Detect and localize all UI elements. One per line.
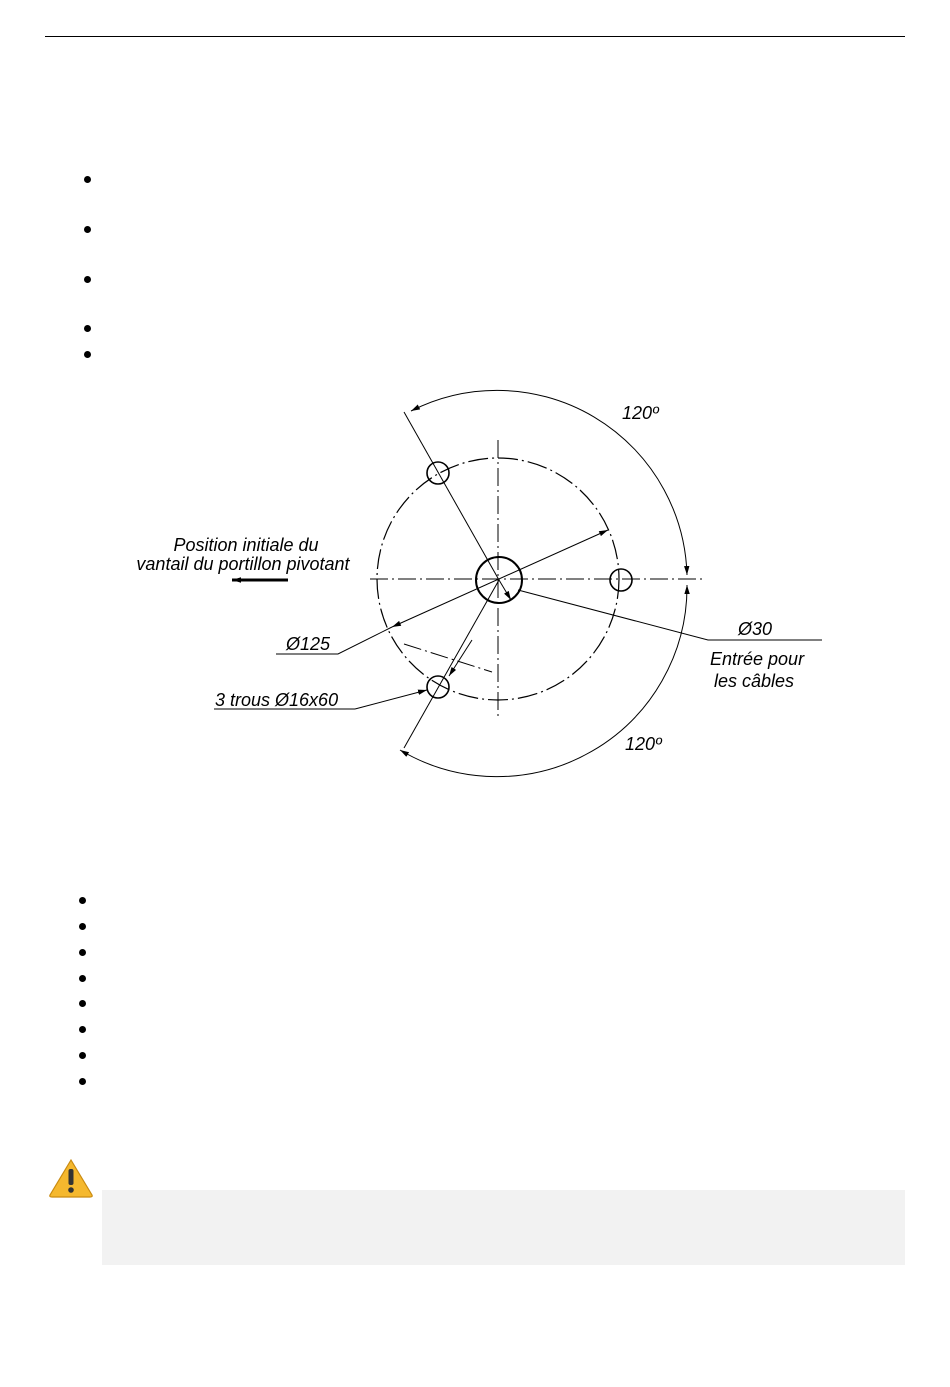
angle-label-top: 120º	[622, 403, 659, 423]
angle-label-bottom: 120º	[625, 734, 662, 754]
list-bullet	[79, 1026, 86, 1033]
diameter-30-dimension	[499, 580, 822, 640]
cable-entry-label-line2: les câbles	[714, 671, 795, 691]
list-bullet	[79, 1052, 86, 1059]
radial-lines	[404, 412, 499, 748]
mounting-hole	[610, 569, 632, 591]
cable-entry-label-line1: Entrée pour	[710, 649, 805, 669]
list-bullet	[79, 923, 86, 930]
list-bullet	[79, 975, 86, 982]
mounting-hole-drawing	[0, 380, 950, 790]
list-bullet	[79, 949, 86, 956]
warning-icon	[48, 1158, 94, 1198]
angle-arcs	[400, 390, 687, 776]
list-bullet	[79, 1000, 86, 1007]
list-bullet	[84, 351, 91, 358]
header-rule	[45, 36, 905, 37]
initial-position-label-line2: vantail du portillon pivotant	[136, 554, 350, 574]
warning-box	[102, 1190, 905, 1265]
diameter-30-label: Ø30	[738, 619, 773, 639]
initial-position-label-line1: Position initiale du	[173, 535, 319, 555]
list-bullet	[79, 897, 86, 904]
list-bullet	[84, 325, 91, 332]
list-bullet	[84, 176, 91, 183]
diameter-125-label: Ø125	[286, 634, 331, 654]
holes-label: 3 trous Ø16x60	[215, 690, 339, 710]
list-bullet	[79, 1078, 86, 1085]
center-lines	[370, 440, 705, 720]
list-bullet	[84, 276, 91, 283]
list-bullet	[84, 226, 91, 233]
